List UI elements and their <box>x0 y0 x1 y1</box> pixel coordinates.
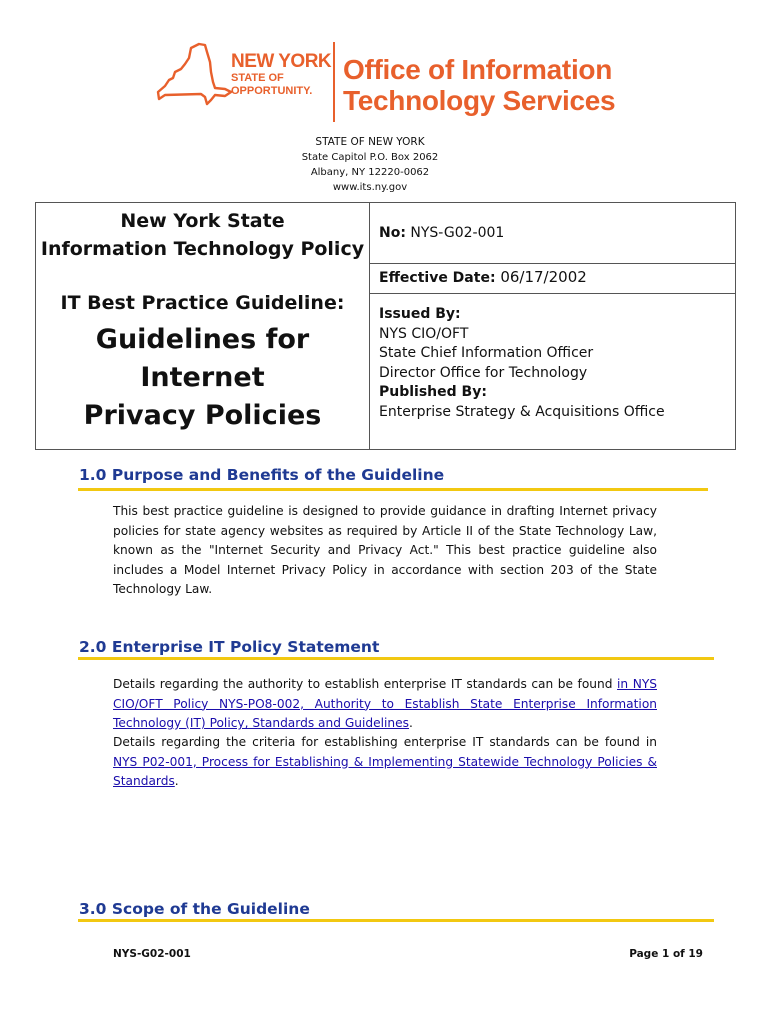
authority-policy-link[interactable]: in NYS CIO/OFT Policy NYS-PO8-002, Authority to Establish State Enterprise Information Technology (IT) Policy, Standards and Guidelines <box>113 677 657 730</box>
address-line: Albany, NY 12220-0062 <box>310 167 430 178</box>
process-policy-link[interactable]: NYS P02-001, Process for Establishing & Implementing Statewide Technology Policies & Standards <box>113 754 657 788</box>
section-heading-policy-statement: 2.0 Enterprise IT Policy Statement <box>79 638 380 656</box>
address-block <box>0 135 740 195</box>
effective-date-cell <box>370 264 735 294</box>
document-title <box>36 321 369 435</box>
address-line: STATE OF NEW YORK <box>315 136 425 148</box>
policy-info-table <box>35 202 736 450</box>
policy-statement-paragraph-1 <box>113 675 657 734</box>
issued-by-label: Issued By: <box>379 306 461 322</box>
policy-number-cell <box>370 203 735 264</box>
published-by-value: Enterprise Strategy & Acquisitions Office <box>379 403 665 420</box>
policy-heading <box>36 207 369 263</box>
policy-number-value: NYS-G02-001 <box>410 225 505 241</box>
ny-wordmark-line3: OPPORTUNITY. <box>231 85 313 97</box>
policy-heading-line2: Information Technology Policy <box>40 238 365 260</box>
issued-by-line: Director Office for Technology <box>379 364 588 381</box>
agency-logo <box>155 40 625 124</box>
document-title-line1: Guidelines for Internet <box>95 324 310 393</box>
issued-by-line: State Chief Information Officer <box>379 345 594 361</box>
document-title-line2: Privacy Policies <box>83 400 322 431</box>
paragraph-text: Details regarding the authority to establish enterprise IT standards can be found <box>113 677 618 691</box>
footer-doc-id: NYS-G02-001 <box>113 948 191 960</box>
section-heading-scope: 3.0 Scope of the Guideline <box>79 900 310 918</box>
agency-name-line1: Office of Information <box>343 54 613 85</box>
issued-by-line: NYS CIO/OFT <box>379 325 469 342</box>
policy-title-cell <box>36 203 370 449</box>
section-rule <box>78 657 714 660</box>
ny-wordmark-line1: NEW YORK <box>231 51 332 72</box>
paragraph-end: . <box>408 716 413 730</box>
section-heading-purpose: 1.0 Purpose and Benefits of the Guideline <box>79 466 445 484</box>
footer-page-number: Page 1 of 19 <box>629 948 703 960</box>
policy-number-label: No: <box>379 225 406 241</box>
website-text: www.its.ny.gov <box>332 182 408 193</box>
policy-statement-paragraph-2 <box>113 733 657 792</box>
published-by-label: Published By: <box>379 384 487 400</box>
issued-by-block <box>379 305 665 422</box>
effective-date-value: 06/17/2002 <box>500 268 587 286</box>
ny-wordmark-line2: STATE OF <box>231 72 284 84</box>
section-rule <box>78 488 708 491</box>
effective-date <box>379 268 587 289</box>
logo-divider <box>333 42 335 122</box>
policy-heading-line1: New York State <box>120 210 285 232</box>
paragraph-text: Details regarding the criteria for establishing enterprise IT standards can be found in <box>113 735 657 749</box>
guideline-type-label: IT Best Practice Guideline: <box>60 292 345 314</box>
purpose-paragraph: This best practice guideline is designed to provide guidance in drafting Internet privacy policies for state agency websites as required by Article II of the State Technology Law, known as the "Internet Security and Privacy Act." This best practice guideline also includes a Model Internet Privacy Policy in accordance with section 203 of the State Technology Law. <box>113 504 657 596</box>
address-line: State Capitol P.O. Box 2062 <box>301 152 439 163</box>
section-rule <box>78 919 714 922</box>
agency-name-line2: Technology Services <box>343 85 616 116</box>
paragraph-end: . <box>174 774 179 788</box>
ny-wordmark <box>231 52 331 97</box>
issued-by-cell <box>370 294 735 449</box>
effective-date-label: Effective Date: <box>379 270 496 286</box>
new-york-state-map-icon <box>155 42 233 106</box>
policy-number <box>379 224 504 244</box>
agency-name <box>343 54 615 116</box>
